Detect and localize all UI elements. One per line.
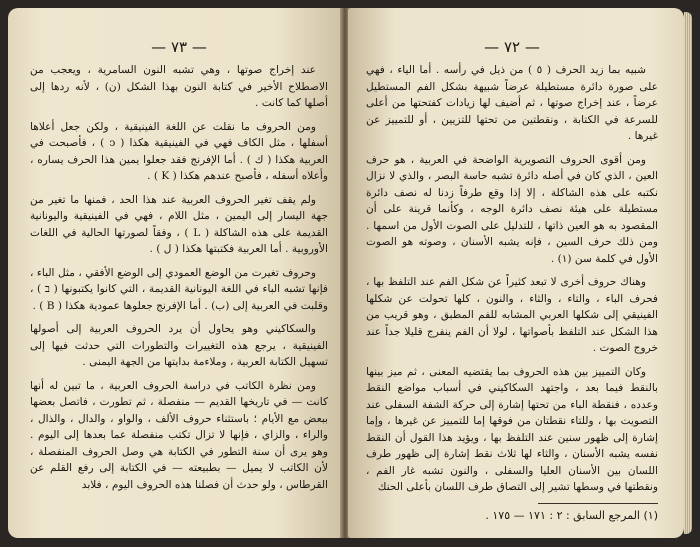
page-body [30, 62, 328, 493]
paragraph: ومن نظرة الكاتب في دراسة الحروف العربية ، ما تبين له أنها كانت — في تاريخها القديم — منفصلة ، ثم تطورت ، فاتصل بعضها ببعض مع الأيام ؛ باستثناء حروف الألف ، والواو ، والدال ، والذال ، والراء ، والزاي ، فإنها لا تزال تكتب منفصلة عما بعدها إلى اليوم . وهو يرى أن سنة التطور في الكتابة هي وصل الحروف المنفصلة ، لأن الكاتب لا يميل — بطبيعته — في الكتابة إلى رفع القلم عن القرطاس ، ولو حدث أن فصلنا هذه الحروف اليوم ، فلابد [30, 379, 328, 491]
page-number: — ٧٢ — [484, 38, 540, 56]
footnote-rule [538, 503, 658, 504]
paragraph: والسكاكيني وهو يحاول أن يرد الحروف العربية إلى أصولها الفينيقية ، يرجع هذه التغييرات والتطورات التي حدثت فيها إلى تسهيل الكتابة العربية ، وملاءمة بدايتها من الجهة اليمنى . [30, 323, 328, 368]
paragraph: عند إخراج صوتها ، وهي تشبه النون السامرية ، ويعجب من الاصطلاح الأخير في كتابة النون بهذا الشكل (ن) ، لأنه ردها إلى أصلها كما كانت . [30, 64, 328, 109]
paragraph: وحروف تغيرت من الوضع العمودي إلى الوضع الأفقي ، مثل الباء ، فإنها تشبه الباء في اللغة اليونانية القديمة ، التي كانوا يكتبونها ( ב ) ، وقلبت في العربية إلى (ب) . أما الإفرنج جعلوها عمودية هكذا ( B ) . [30, 266, 328, 312]
open-book [8, 8, 692, 538]
right-page [348, 8, 684, 538]
paragraph: ولم يقف تغير الحروف العربية عند هذا الحد ، فمنها ما تغير من جهة اليسار إلى اليمين ، مثل اللام ، فهي في الفينيقية واليونانية القديمة على هذه الشاكلة ( L ) ، وفقاً لصورتها الحالية في اللغات الأوروبية . أما العربية فكتبتها هكذا ( ل ) . [30, 193, 328, 255]
paragraph: ومن الحروف ما نقلت عن اللغة الفينيقية ، ولكن جعل أعلاها أسفلها ، مثل الكاف فهي في الفينيقية هكذا ( ↄ ) ، فأصبحت في العربية هكذا ( ك ) . أما الإفرنج فقد جعلوا يمين هذا الحرف يساره ، وأعلاه أسفله ، فأصبح عندهم هكذا ( K ) . [30, 120, 328, 182]
paragraph: وكان التمييز بين هذه الحروف بما يقتضيه المعنى ، ثم ميز بينها بالنقط فيما بعد ، واجتهد السكاكيني في أسباب مواضع النقط وعدده ، فنقطة الباء من تحتها إشارة إلى حركة الشفة السفلى عند التصويت بها ، وللتاء نقطتان من فوقها إما للتمييز عن غيرها ، وإما إشارة إلى ظهور سنين عند التلفظ بها ، ويؤيد هذا القول أن النقط نفسه يشبه الأسنان ، والثاء لها ثلاث نقط إشارة إلى ظهور طرف اللسان بين الأسنان العليا والسفلى ، والنون تشبه غار الفم ، ونقطتها في وسطها تشير إلى التصاق طرف اللسان بأعلى الحنك [366, 365, 658, 493]
paragraph: وهناك حروف أخرى لا تبعد كثيراً عن شكل الفم عند التلفظ بها ، فحرف الباء ، والتاء ، والثاء ، والنون ، كلها تحولت عن شكلها الفينيقي إلى شكلها العربي المشابه للفم المطبق ، وهو قريب من هذا الشكل عند التلفظ بأصواتها ، لولا أن الفم ينفرج قليلا جداً عند خروج الصوت . [366, 276, 658, 354]
paragraph: ومن أقوى الحروف التصويرية الواضحة في العربية ، هو حرف العين ، الذي كان في أصله دائرة تشبه حاسة البصر ، والذي لا نزال نكتبه على هذه الشاكلة ، إلا إذا وقع طرفاً زدنا له نصف دائرة مستطيلة على هيئة نصف دائرة الوجه ، وكأنما قرينة على أن المقصود به هو العين ذاتها ، للتدليل على الصوت الأول من اسمها . ومن ذلك حرف السين ، فإنه يشبه الأسنان ، وصوته هو الصوت الأول في كلمة سن (١) . [366, 153, 658, 265]
page-body [366, 62, 658, 496]
footnote: (١) المرجع السابق : ٢ : ١٧١ — ١٧٥ . [485, 508, 658, 522]
left-page [8, 8, 342, 538]
paragraph: شبيه بما زيد الحرف ( ٥ ) من ذيل في رأسه . أما الياء ، فهي على صورة دائرة مستطيلة عرضاً شبيهة بشكل الفم المستطيل عرضاً ، عند إخراج صوتها ، ثم أضيف لها زيادات كفتحتها من أعلى للسرعة في الكتابة ، ونقطتين من تحتها للتزيين ، أو للتمييز عن غيرها . [366, 64, 658, 142]
page-number: — ٧٣ — [151, 38, 207, 56]
page-edges [684, 12, 692, 534]
